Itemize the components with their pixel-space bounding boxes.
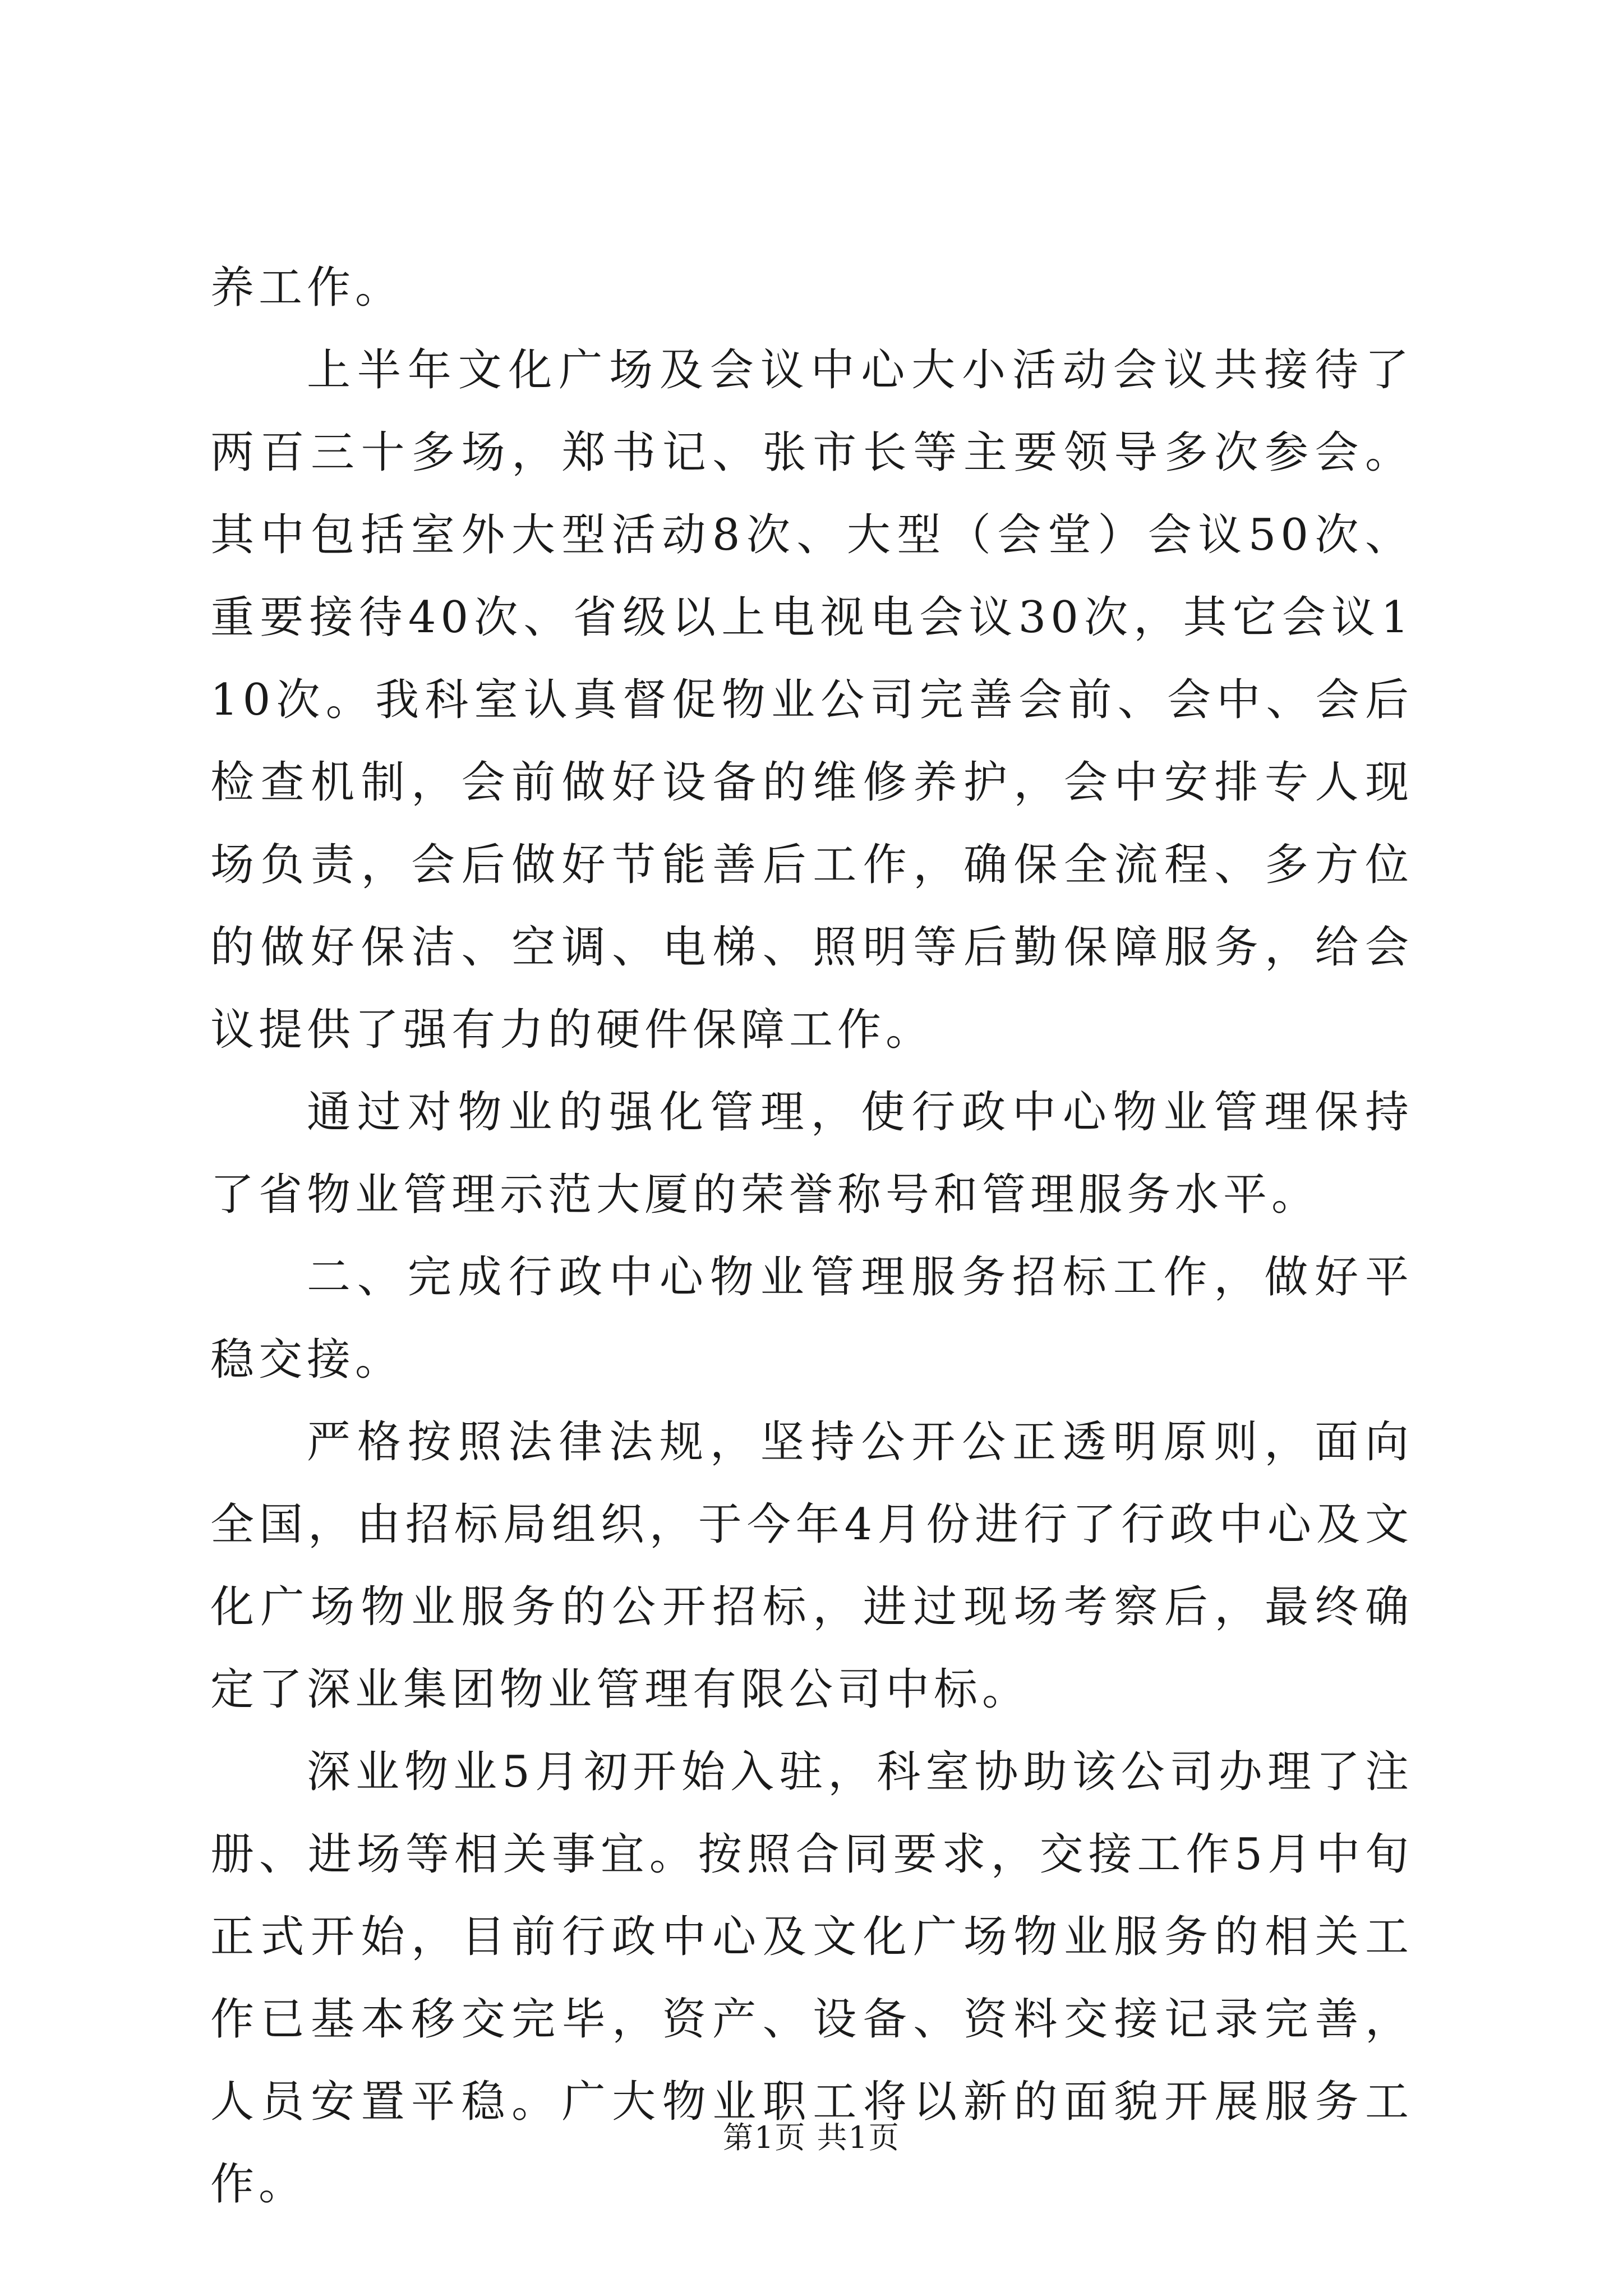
- page-footer: [0, 2118, 1623, 2157]
- paragraph-management: 通过对物业的强化管理，使行政中心物业管理保持了省物业管理示范大厦的荣誉称号和管理服务水平。: [210, 1087, 1413, 1220]
- paragraph-continuation: 养工作。: [210, 263, 404, 313]
- paragraph-handover: 深业物业5月初开始入驻，科室协助该公司办理了注册、进场等相关事宜。按照合同要求，交接工作5月中旬正式开始，目前行政中心及文化广场物业服务的相关工作已基本移交完毕，资产、设备、资料交接记录完善，人员安置平稳。广大物业职工将以新的面貌开展服务工作。: [210, 1747, 1413, 2210]
- paragraph-meetings: 上半年文化广场及会议中心大小活动会议共接待了两百三十多场，郑书记、张市长等主要领导多次参会。其中包括室外大型活动8次、大型（会堂）会议50次、重要接待40次、省级以上电视电会议30次，其它会议110次。我科室认真督促物业公司完善会前、会中、会后检查机制，会前做好设备的维修养护，会中安排专人现场负责，会后做好节能善后工作，确保全流程、多方位的做好保洁、空调、电梯、照明等后勤保障服务，给会议提供了强有力的硬件保障工作。: [210, 345, 1413, 1055]
- paragraph-tender: 严格按照法律法规，坚持公开公正透明原则，面向全国，由招标局组织，于今年4月份进行了行政中心及文化广场物业服务的公开招标，进过现场考察后，最终确定了深业集团物业管理有限公司中标。: [210, 1417, 1413, 1715]
- document-body: [210, 247, 1413, 2226]
- section-heading-tender: 二、完成行政中心物业管理服务招标工作，做好平稳交接。: [210, 1252, 1413, 1385]
- page-number: 第1页 共1页: [723, 2120, 900, 2155]
